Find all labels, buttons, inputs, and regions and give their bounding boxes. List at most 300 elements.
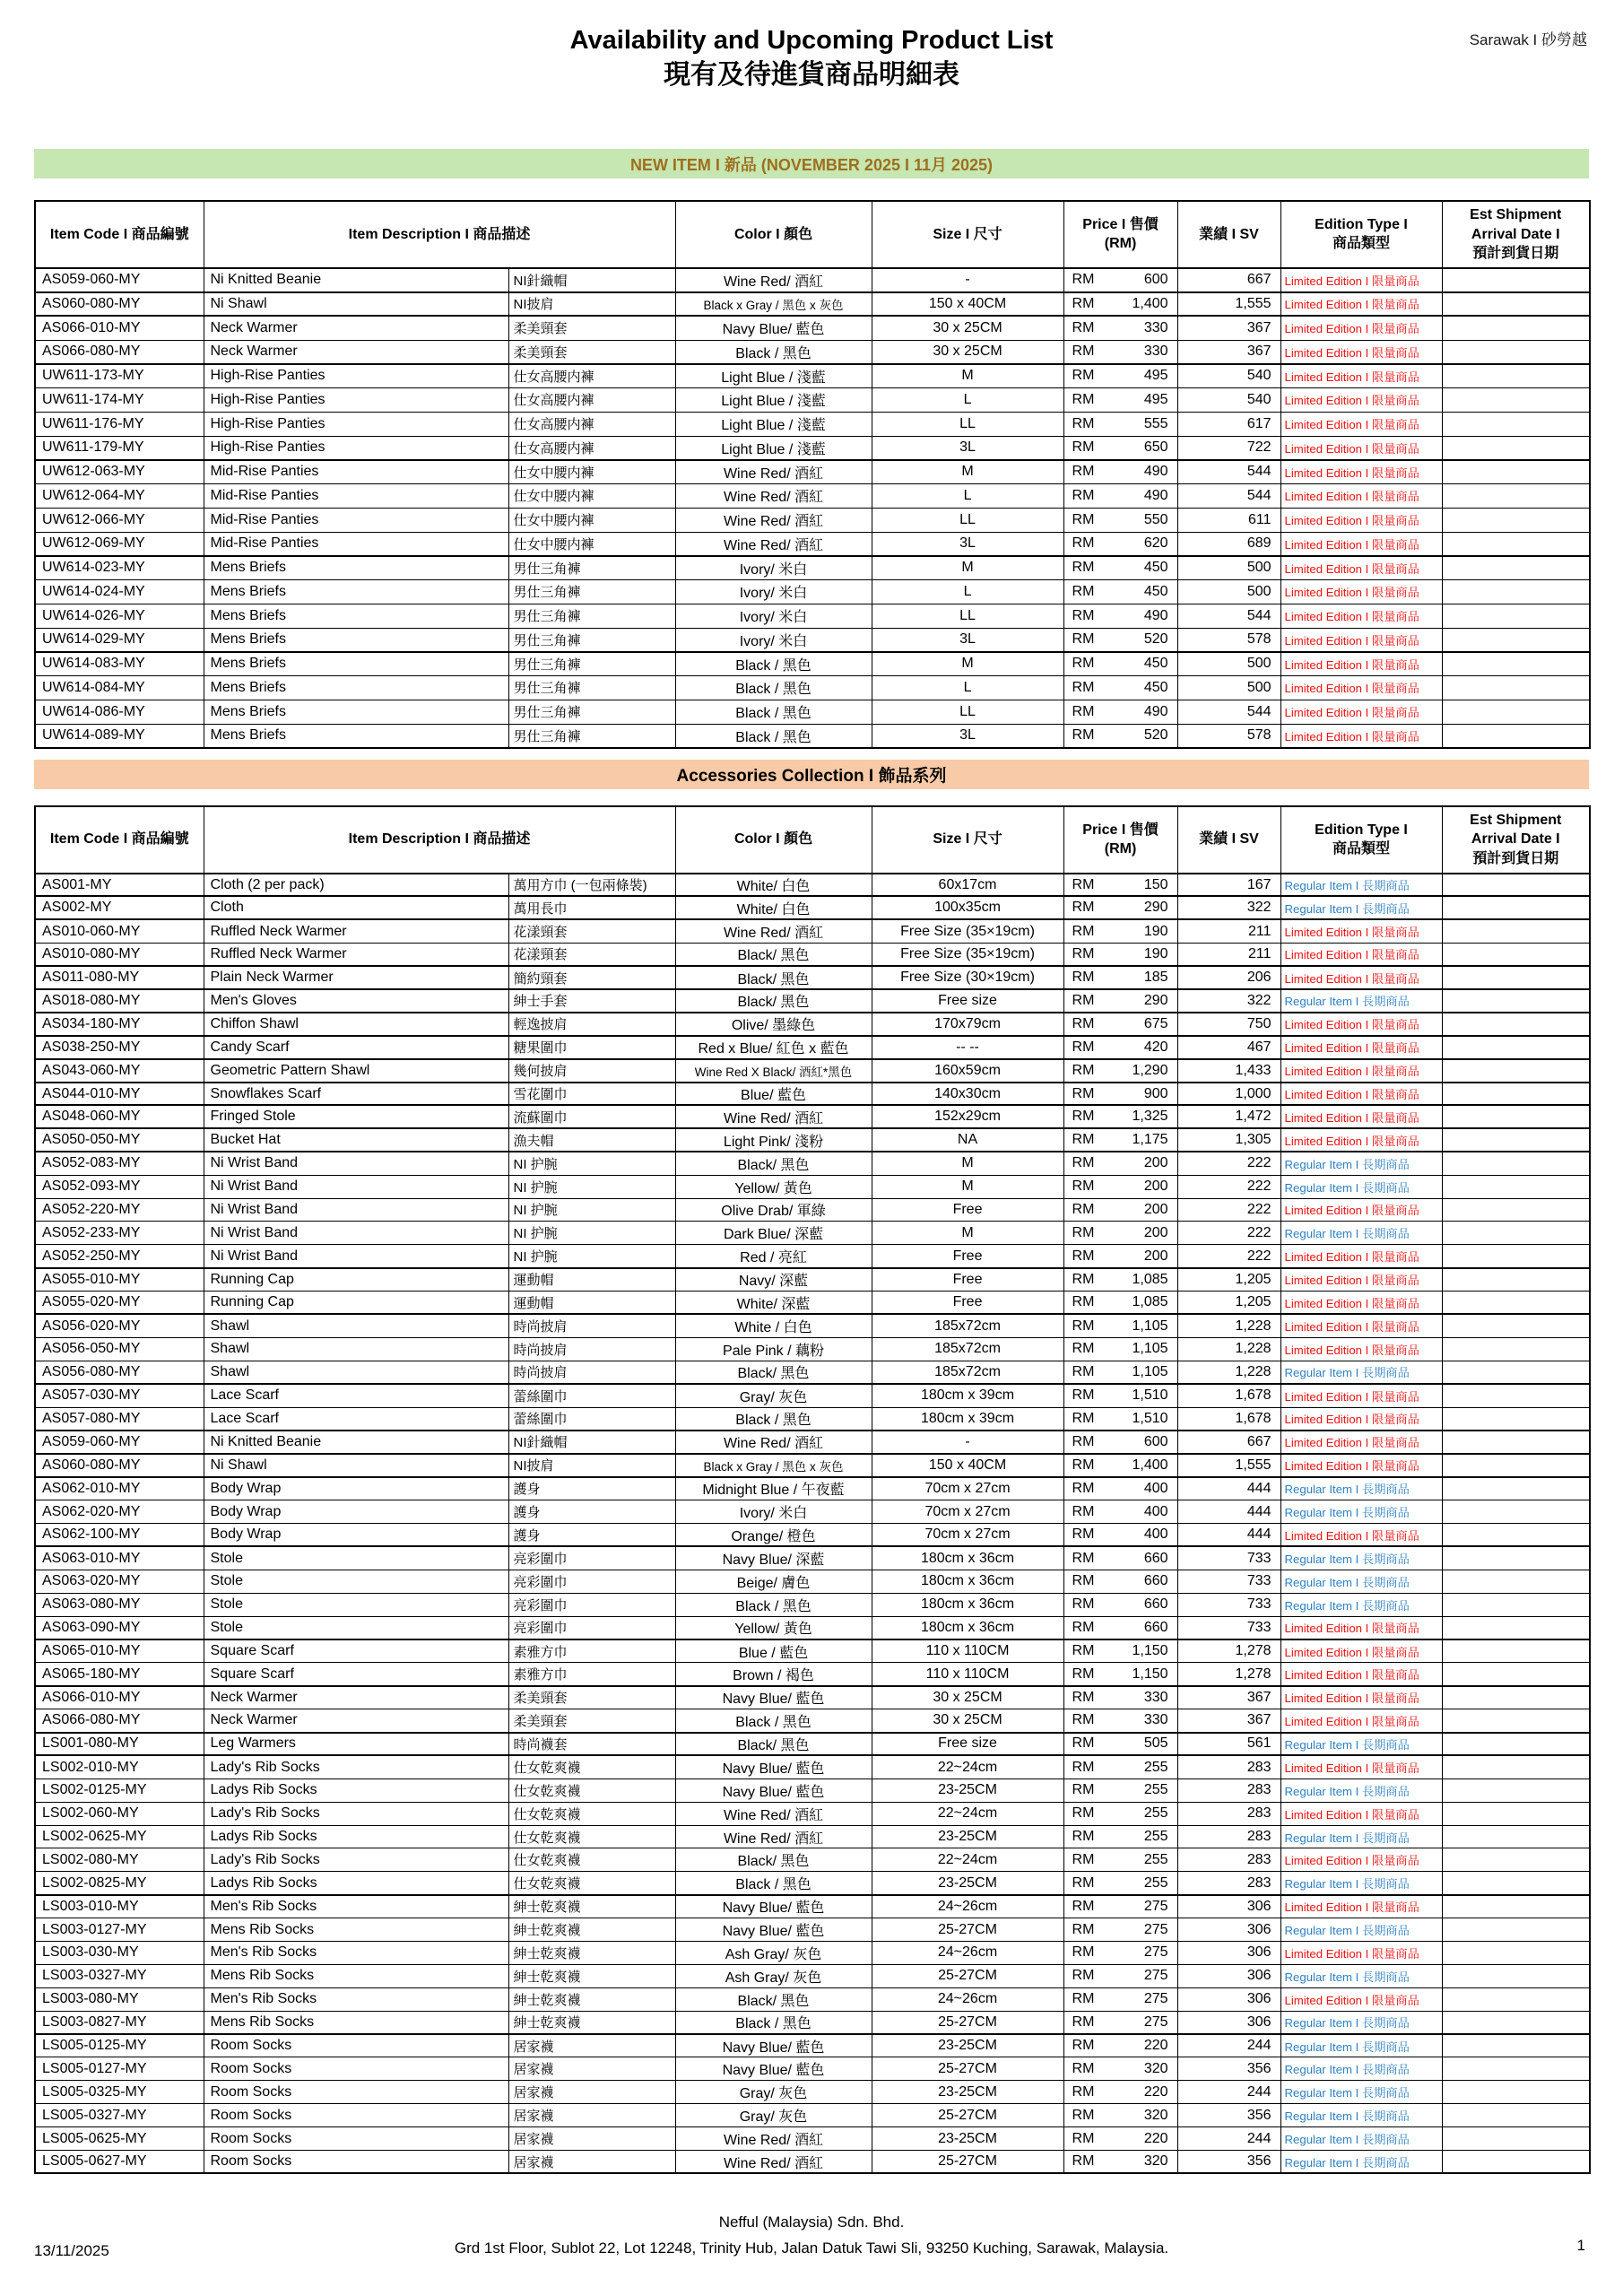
color-cell: Black / 黑色 (675, 340, 872, 364)
eta-cell (1442, 1059, 1590, 1083)
column-header-price: Price I 售價 (RM) (1063, 806, 1177, 874)
currency-label: RM (1072, 511, 1095, 527)
eta-cell (1442, 1918, 1590, 1942)
eta-cell (1442, 1083, 1590, 1106)
item-code-cell: AS002-MY (35, 896, 204, 919)
edition-cell: Limited Edition I 限量商品 (1280, 1639, 1442, 1663)
size-cell: 70cm x 27cm (872, 1500, 1063, 1524)
price-value: 320 (1143, 2060, 1168, 2076)
table-body (35, 268, 1590, 748)
item-desc-en-cell: Chiffon Shawl (204, 1013, 508, 1036)
column-header-color: Color I 顏色 (675, 201, 872, 268)
item-desc-zh-cell: 仕女高腰内褲 (508, 364, 675, 388)
eta-cell (1442, 1755, 1590, 1779)
item-desc-zh-cell: NI披肩 (508, 292, 675, 317)
table-row (35, 2034, 1590, 2057)
size-cell: 30 x 25CM (872, 340, 1063, 364)
price-value: 550 (1143, 511, 1168, 527)
edition-cell: Limited Edition I 限量商品 (1280, 1198, 1442, 1222)
sv-cell: 733 (1177, 1570, 1280, 1593)
sv-cell: 617 (1177, 412, 1280, 436)
table-row (35, 1686, 1590, 1709)
eta-cell (1442, 1593, 1590, 1616)
currency-label: RM (1072, 945, 1095, 961)
item-desc-zh-cell: 紳士乾爽襪 (508, 1942, 675, 1965)
table-row (35, 412, 1590, 436)
price-value: 505 (1143, 1735, 1168, 1752)
price-cell (1063, 2057, 1177, 2081)
column-header-edition: Edition Type I 商品類型 (1280, 201, 1442, 268)
table-row (35, 1384, 1590, 1407)
size-cell: 22~24cm (872, 1848, 1063, 1872)
sv-cell: 322 (1177, 896, 1280, 919)
price-cell (1063, 1593, 1177, 1616)
currency-label: RM (1072, 2107, 1095, 2123)
item-desc-zh-cell: 男仕三角褲 (508, 724, 675, 748)
price-cell (1063, 1802, 1177, 1825)
table-row (35, 1337, 1590, 1361)
color-cell: White/ 白色 (675, 874, 872, 897)
eta-cell (1442, 919, 1590, 943)
size-cell: 180cm x 36cm (872, 1546, 1063, 1570)
price-value: 660 (1143, 1550, 1168, 1566)
price-value: 200 (1143, 1178, 1168, 1195)
price-cell (1063, 1083, 1177, 1106)
edition-cell: Regular Item I 長期商品 (1280, 1872, 1442, 1895)
eta-cell (1442, 1431, 1590, 1454)
sv-cell: 222 (1177, 1222, 1280, 1245)
size-cell: Free Size (30×19cm) (872, 966, 1063, 989)
item-desc-en-cell: Neck Warmer (204, 316, 508, 340)
price-cell (1063, 412, 1177, 436)
item-desc-en-cell: Mid-Rise Panties (204, 484, 508, 509)
item-desc-en-cell: Plain Neck Warmer (204, 966, 508, 989)
sv-cell: 544 (1177, 700, 1280, 724)
currency-label: RM (1072, 368, 1095, 384)
edition-cell: Regular Item I 長期商品 (1280, 1500, 1442, 1524)
size-cell: 30 x 25CM (872, 1686, 1063, 1709)
edition-cell: Limited Edition I 限量商品 (1280, 1337, 1442, 1361)
edition-cell: Limited Edition I 限量商品 (1280, 1616, 1442, 1639)
currency-label: RM (1072, 656, 1095, 672)
item-desc-en-cell: Mens Briefs (204, 628, 508, 652)
item-desc-en-cell: Mens Briefs (204, 676, 508, 700)
sv-cell: 544 (1177, 460, 1280, 484)
item-desc-zh-cell: 紳士手套 (508, 989, 675, 1013)
edition-cell: Limited Edition I 限量商品 (1280, 1384, 1442, 1407)
item-desc-zh-cell: 男仕三角褲 (508, 556, 675, 580)
edition-cell: Limited Edition I 限量商品 (1280, 436, 1442, 460)
eta-cell (1442, 1500, 1590, 1524)
item-desc-en-cell: Body Wrap (204, 1500, 508, 1524)
item-desc-en-cell: Square Scarf (204, 1639, 508, 1663)
size-cell: 60x17cm (872, 874, 1063, 897)
sv-cell: 689 (1177, 532, 1280, 556)
item-desc-en-cell: Stole (204, 1570, 508, 1593)
sv-cell: 733 (1177, 1616, 1280, 1639)
edition-cell: Regular Item I 長期商品 (1280, 1733, 1442, 1756)
size-cell: Free (872, 1245, 1063, 1268)
price-cell (1063, 508, 1177, 532)
size-cell: M (872, 364, 1063, 388)
currency-label: RM (1072, 560, 1095, 576)
price-value: 555 (1143, 415, 1168, 431)
item-code-cell: AS056-020-MY (35, 1314, 204, 1337)
table-row (35, 1175, 1590, 1198)
item-desc-zh-cell: 仕女中腰内褲 (508, 508, 675, 532)
color-cell: Navy Blue/ 藍色 (675, 2057, 872, 2081)
sv-cell: 1,205 (1177, 1268, 1280, 1292)
item-code-cell: AS063-010-MY (35, 1546, 204, 1570)
table-row (35, 896, 1590, 919)
item-code-cell: LS002-0825-MY (35, 1872, 204, 1895)
edition-cell: Regular Item I 長期商品 (1280, 2104, 1442, 2127)
color-cell: Beige/ 膚色 (675, 1570, 872, 1593)
item-code-cell: LS005-0627-MY (35, 2151, 204, 2174)
item-code-cell: LS002-080-MY (35, 1848, 204, 1872)
color-cell: Yellow/ 黃色 (675, 1175, 872, 1198)
eta-cell (1442, 364, 1590, 388)
color-cell: Gray/ 灰色 (675, 2104, 872, 2127)
column-header-size: Size I 尺寸 (872, 201, 1063, 268)
size-cell: 180cm x 36cm (872, 1570, 1063, 1593)
table-row (35, 1733, 1590, 1756)
size-cell: Free (872, 1198, 1063, 1222)
sv-cell: 306 (1177, 1987, 1280, 2011)
price-cell (1063, 1918, 1177, 1942)
item-code-cell: AS066-010-MY (35, 1686, 204, 1709)
price-value: 1,105 (1132, 1341, 1168, 1357)
edition-cell: Limited Edition I 限量商品 (1280, 1663, 1442, 1686)
sv-cell: 167 (1177, 874, 1280, 897)
item-code-cell: AS066-080-MY (35, 1709, 204, 1733)
price-cell (1063, 1198, 1177, 1222)
new-item-banner: NEW ITEM I 新品 (NOVEMBER 2025 I 11月 2025) (34, 149, 1589, 178)
eta-cell (1442, 1639, 1590, 1663)
edition-cell: Limited Edition I 限量商品 (1280, 484, 1442, 509)
table-row (35, 532, 1590, 556)
item-desc-zh-cell: 居家襪 (508, 2057, 675, 2081)
edition-cell: Limited Edition I 限量商品 (1280, 1268, 1442, 1292)
edition-cell: Limited Edition I 限量商品 (1280, 1454, 1442, 1477)
currency-label: RM (1072, 992, 1095, 1008)
table-row (35, 1639, 1590, 1663)
item-desc-en-cell: Mid-Rise Panties (204, 532, 508, 556)
price-value: 400 (1143, 1503, 1168, 1519)
item-desc-en-cell: Ni Shawl (204, 292, 508, 317)
edition-cell: Limited Edition I 限量商品 (1280, 676, 1442, 700)
item-desc-zh-cell: 仕女中腰内褲 (508, 532, 675, 556)
item-code-cell: LS001-080-MY (35, 1733, 204, 1756)
column-header-sv: 業績 I SV (1177, 806, 1280, 874)
edition-cell: Limited Edition I 限量商品 (1280, 1083, 1442, 1106)
item-desc-zh-cell: NI 护腕 (508, 1222, 675, 1245)
eta-cell (1442, 1454, 1590, 1477)
item-code-cell: LS005-0127-MY (35, 2057, 204, 2081)
item-code-cell: AS065-010-MY (35, 1639, 204, 1663)
color-cell: Black / 黑色 (675, 652, 872, 676)
eta-cell (1442, 1825, 1590, 1848)
item-desc-zh-cell: 居家襪 (508, 2151, 675, 2174)
item-desc-en-cell: Men's Rib Socks (204, 1942, 508, 1965)
currency-label: RM (1072, 1387, 1095, 1404)
eta-cell (1442, 2057, 1590, 2081)
item-code-cell: LS002-0125-MY (35, 1779, 204, 1802)
item-desc-en-cell: Ni Wrist Band (204, 1152, 508, 1175)
eta-cell (1442, 700, 1590, 724)
table-row (35, 1593, 1590, 1616)
table-row (35, 316, 1590, 340)
item-desc-en-cell: Lace Scarf (204, 1407, 508, 1431)
eta-cell (1442, 2104, 1590, 2127)
price-cell (1063, 1337, 1177, 1361)
table-row (35, 676, 1590, 700)
item-code-cell: UW612-064-MY (35, 484, 204, 509)
currency-label: RM (1072, 1062, 1095, 1078)
sv-cell: 544 (1177, 484, 1280, 509)
item-desc-zh-cell: 糖果圍巾 (508, 1036, 675, 1059)
sv-cell: 283 (1177, 1802, 1280, 1825)
eta-cell (1442, 1407, 1590, 1431)
currency-label: RM (1072, 344, 1095, 360)
sv-cell: 283 (1177, 1872, 1280, 1895)
color-cell: Midnight Blue / 午夜藍 (675, 1477, 872, 1500)
size-cell: 180cm x 39cm (872, 1384, 1063, 1407)
size-cell: 25-27CM (872, 2104, 1063, 2127)
item-desc-zh-cell: NI 护腕 (508, 1198, 675, 1222)
currency-label: RM (1072, 1457, 1095, 1473)
color-cell: Light Blue / 淺藍 (675, 388, 872, 413)
currency-label: RM (1072, 1341, 1095, 1357)
size-cell: 25-27CM (872, 2011, 1063, 2034)
currency-label: RM (1072, 2013, 1095, 2030)
price-value: 190 (1143, 945, 1168, 961)
price-cell (1063, 1384, 1177, 1407)
size-cell: L (872, 676, 1063, 700)
price-value: 1,175 (1132, 1132, 1168, 1148)
edition-cell: Limited Edition I 限量商品 (1280, 292, 1442, 317)
color-cell: Black / 黑色 (675, 1407, 872, 1431)
sv-cell: 222 (1177, 1245, 1280, 1268)
accessories-table (34, 805, 1591, 2175)
column-header-code: Item Code I 商品編號 (35, 201, 204, 268)
color-cell: Black / 黑色 (675, 676, 872, 700)
eta-cell (1442, 1616, 1590, 1639)
edition-cell: Limited Edition I 限量商品 (1280, 508, 1442, 532)
table-row (35, 460, 1590, 484)
price-cell (1063, 2081, 1177, 2104)
price-value: 150 (1143, 876, 1168, 892)
item-desc-en-cell: Room Socks (204, 2081, 508, 2104)
item-desc-zh-cell: 紳士乾爽襪 (508, 1918, 675, 1942)
currency-label: RM (1072, 464, 1095, 480)
size-cell: 70cm x 27cm (872, 1524, 1063, 1547)
price-cell (1063, 1964, 1177, 1987)
size-cell: 152x29cm (872, 1105, 1063, 1128)
edition-cell: Limited Edition I 限量商品 (1280, 1292, 1442, 1315)
eta-cell (1442, 1245, 1590, 1268)
color-cell: Wine Red/ 酒紅 (675, 1825, 872, 1848)
color-cell: Ivory/ 米白 (675, 604, 872, 628)
item-desc-zh-cell: 仕女高腰内褲 (508, 412, 675, 436)
color-cell: Ivory/ 米白 (675, 1500, 872, 1524)
size-cell: 3L (872, 436, 1063, 460)
eta-cell (1442, 1686, 1590, 1709)
item-desc-en-cell: Running Cap (204, 1292, 508, 1315)
sv-cell: 211 (1177, 943, 1280, 966)
sv-cell: 1,678 (1177, 1384, 1280, 1407)
currency-label: RM (1072, 1271, 1095, 1287)
table-row (35, 1314, 1590, 1337)
table-row (35, 340, 1590, 364)
item-code-cell: AS011-080-MY (35, 966, 204, 989)
currency-label: RM (1072, 727, 1095, 744)
currency-label: RM (1072, 1132, 1095, 1148)
edition-cell: Limited Edition I 限量商品 (1280, 1755, 1442, 1779)
price-value: 290 (1143, 992, 1168, 1008)
item-desc-en-cell: Geometric Pattern Shawl (204, 1059, 508, 1083)
currency-label: RM (1072, 1178, 1095, 1195)
item-desc-en-cell: Ni Knitted Beanie (204, 1431, 508, 1454)
sv-cell: 500 (1177, 556, 1280, 580)
item-desc-en-cell: Neck Warmer (204, 340, 508, 364)
item-desc-zh-cell: 時尚披肩 (508, 1337, 675, 1361)
price-cell (1063, 1570, 1177, 1593)
size-cell: 3L (872, 628, 1063, 652)
color-cell: Blue/ 藍色 (675, 1083, 872, 1106)
eta-cell (1442, 1314, 1590, 1337)
size-cell: M (872, 556, 1063, 580)
item-code-cell: AS038-250-MY (35, 1036, 204, 1059)
item-desc-zh-cell: NI披肩 (508, 1454, 675, 1477)
item-code-cell: UW614-084-MY (35, 676, 204, 700)
color-cell: Navy Blue/ 藍色 (675, 1779, 872, 1802)
table-row (35, 1825, 1590, 1848)
size-cell: -- -- (872, 1036, 1063, 1059)
sv-cell: 322 (1177, 989, 1280, 1013)
color-cell: Wine Red/ 酒紅 (675, 508, 872, 532)
price-value: 255 (1143, 1829, 1168, 1845)
table-row (35, 1083, 1590, 1106)
edition-cell: Limited Edition I 限量商品 (1280, 1105, 1442, 1128)
price-value: 520 (1143, 631, 1168, 648)
item-code-cell: UW612-063-MY (35, 460, 204, 484)
item-code-cell: LS005-0327-MY (35, 2104, 204, 2127)
new-item-section (34, 200, 1589, 749)
edition-cell: Limited Edition I 限量商品 (1280, 628, 1442, 652)
price-value: 275 (1143, 1968, 1168, 1984)
sv-cell: 367 (1177, 1709, 1280, 1733)
edition-cell: Regular Item I 長期商品 (1280, 1593, 1442, 1616)
item-desc-zh-cell: 居家襪 (508, 2034, 675, 2057)
item-desc-en-cell: Mens Briefs (204, 580, 508, 604)
edition-cell: Regular Item I 長期商品 (1280, 1222, 1442, 1245)
item-desc-en-cell: Mens Briefs (204, 652, 508, 676)
currency-label: RM (1072, 1968, 1095, 1984)
edition-cell: Limited Edition I 限量商品 (1280, 1895, 1442, 1918)
table-row (35, 1918, 1590, 1942)
table-row (35, 2011, 1590, 2034)
table-row (35, 388, 1590, 413)
item-desc-en-cell: Room Socks (204, 2151, 508, 2174)
edition-cell: Regular Item I 長期商品 (1280, 2081, 1442, 2104)
color-cell: Ivory/ 米白 (675, 628, 872, 652)
currency-label: RM (1072, 1782, 1095, 1798)
price-value: 330 (1143, 1712, 1168, 1728)
currency-label: RM (1072, 703, 1095, 719)
table-row (35, 2057, 1590, 2081)
eta-cell (1442, 989, 1590, 1013)
color-cell: Navy Blue/ 深藍 (675, 1546, 872, 1570)
eta-cell (1442, 604, 1590, 628)
table-row (35, 966, 1590, 989)
item-code-cell: UW614-023-MY (35, 556, 204, 580)
edition-cell: Regular Item I 長期商品 (1280, 2127, 1442, 2151)
price-cell (1063, 2151, 1177, 2174)
table-row (35, 1198, 1590, 1222)
edition-cell: Limited Edition I 限量商品 (1280, 316, 1442, 340)
page-header (0, 0, 1623, 93)
size-cell: 23-25CM (872, 2034, 1063, 2057)
currency-label: RM (1072, 1039, 1095, 1055)
size-cell: M (872, 1175, 1063, 1198)
color-cell: Black/ 黑色 (675, 1848, 872, 1872)
table-row (35, 1546, 1590, 1570)
item-desc-en-cell: Fringed Stole (204, 1105, 508, 1128)
eta-cell (1442, 1361, 1590, 1384)
edition-cell: Limited Edition I 限量商品 (1280, 652, 1442, 676)
item-desc-en-cell: High-Rise Panties (204, 412, 508, 436)
currency-label: RM (1072, 1480, 1095, 1496)
color-cell: Navy Blue/ 藍色 (675, 1755, 872, 1779)
edition-cell: Limited Edition I 限量商品 (1280, 943, 1442, 966)
table-row (35, 2104, 1590, 2127)
currency-label: RM (1072, 1921, 1095, 1937)
item-code-cell: AS063-090-MY (35, 1616, 204, 1639)
sv-cell: 722 (1177, 436, 1280, 460)
sv-cell: 211 (1177, 919, 1280, 943)
size-cell: Free size (872, 989, 1063, 1013)
price-cell (1063, 1105, 1177, 1128)
price-cell (1063, 1222, 1177, 1245)
price-cell (1063, 1407, 1177, 1431)
item-code-cell: AS066-080-MY (35, 340, 204, 364)
price-value: 660 (1143, 1573, 1168, 1589)
price-value: 1,085 (1132, 1294, 1168, 1310)
sv-cell: 244 (1177, 2034, 1280, 2057)
item-code-cell: AS063-080-MY (35, 1593, 204, 1616)
item-desc-zh-cell: 仕女乾爽襪 (508, 1872, 675, 1895)
price-value: 400 (1143, 1480, 1168, 1496)
currency-label: RM (1072, 2083, 1095, 2100)
column-header-color: Color I 顏色 (675, 806, 872, 874)
column-header-code: Item Code I 商品編號 (35, 806, 204, 874)
size-cell: - (872, 268, 1063, 292)
item-code-cell: AS062-100-MY (35, 1524, 204, 1547)
edition-cell: Regular Item I 長期商品 (1280, 896, 1442, 919)
item-desc-zh-cell: 居家襪 (508, 2104, 675, 2127)
item-desc-en-cell: Room Socks (204, 2057, 508, 2081)
item-desc-en-cell: Mens Briefs (204, 700, 508, 724)
price-cell (1063, 316, 1177, 340)
eta-cell (1442, 1802, 1590, 1825)
size-cell: 23-25CM (872, 1872, 1063, 1895)
table-row (35, 1105, 1590, 1128)
price-value: 320 (1143, 2153, 1168, 2170)
column-header-eta: Est Shipment Arrival Date I 預計到貨日期 (1442, 201, 1590, 268)
edition-cell: Regular Item I 長期商品 (1280, 1779, 1442, 1802)
edition-cell: Limited Edition I 限量商品 (1280, 340, 1442, 364)
